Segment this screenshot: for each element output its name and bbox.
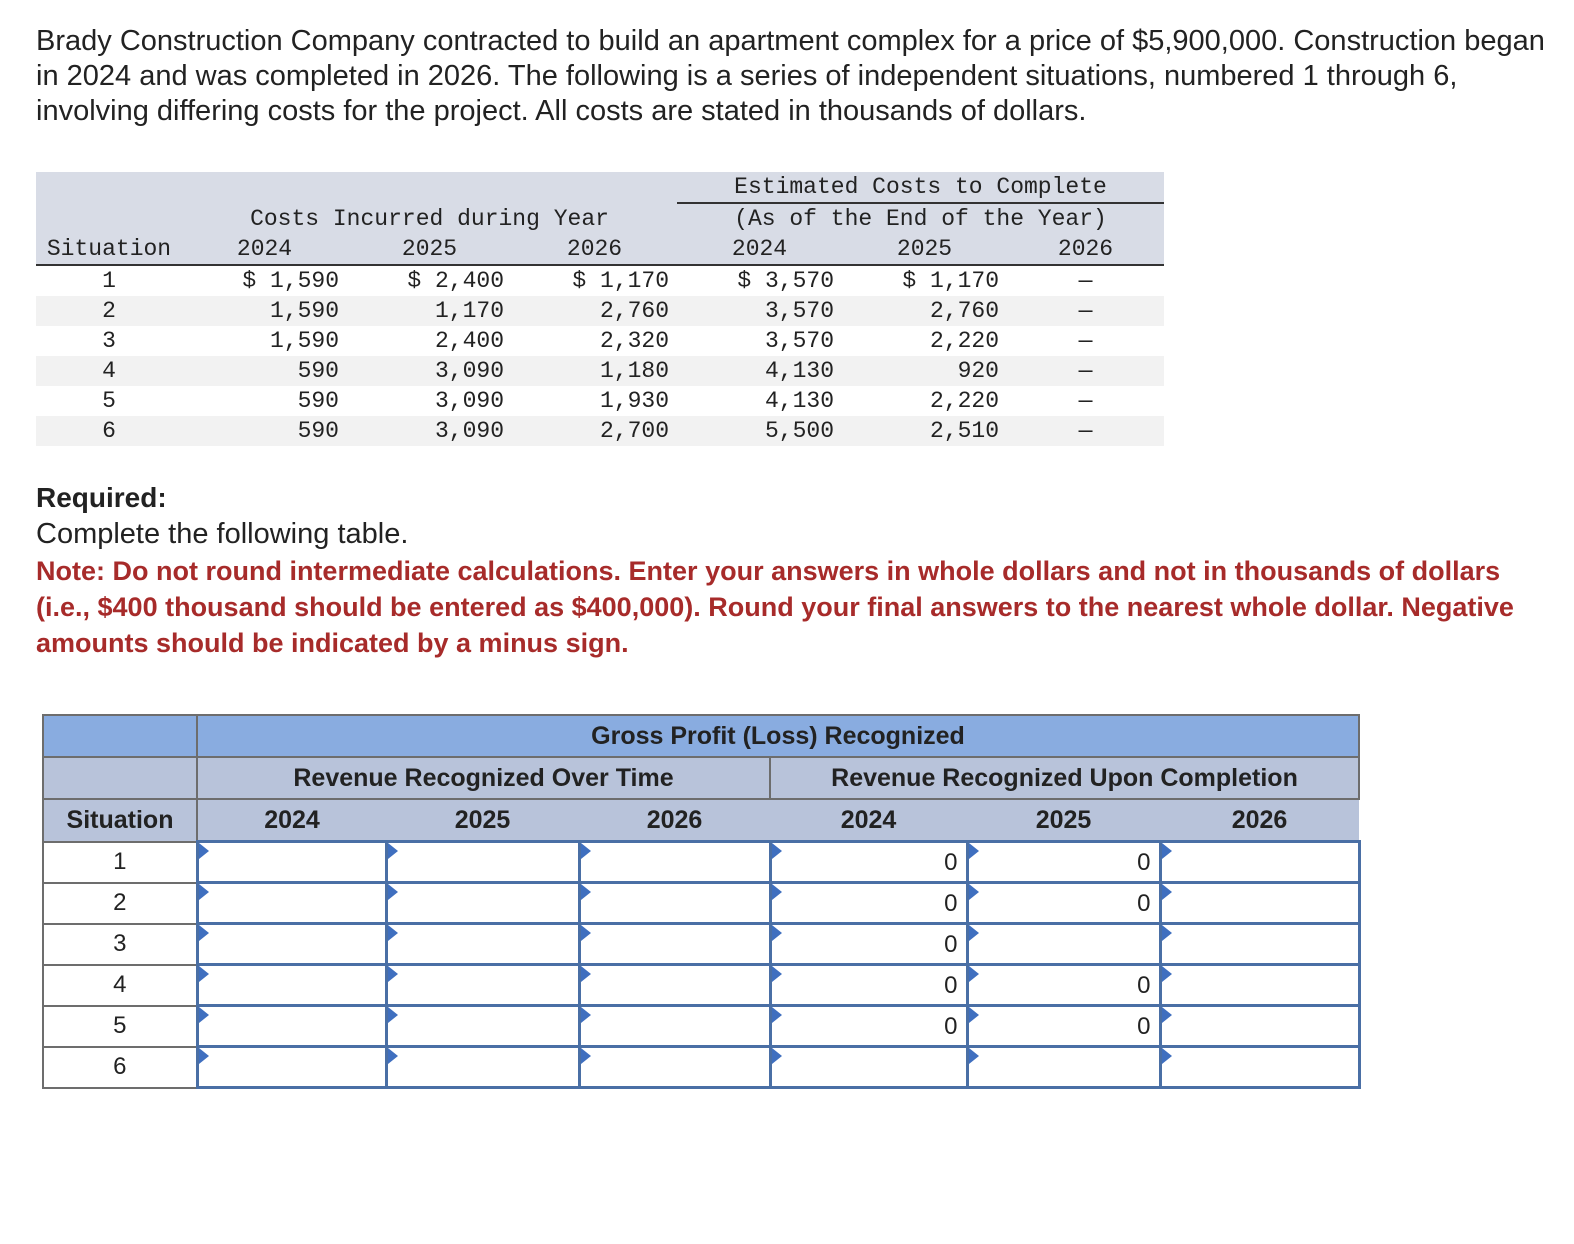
year-header: 2026 <box>512 234 677 265</box>
answer-row <box>43 1006 1359 1047</box>
answer-input[interactable] <box>386 924 579 965</box>
answer-input[interactable] <box>967 965 1160 1006</box>
cost-value: 1,170 <box>347 296 512 326</box>
situation-number: 6 <box>36 416 182 446</box>
year-header: 2025 <box>386 799 579 842</box>
cost-value: 3,570 <box>677 326 842 356</box>
cost-value: 3,090 <box>347 416 512 446</box>
answer-input[interactable] <box>770 842 967 883</box>
situation-number: 1 <box>43 842 197 883</box>
answer-value: 0 <box>1137 972 1151 999</box>
year-header: 2025 <box>967 799 1160 842</box>
over-time-group-header: Revenue Recognized Over Time <box>197 757 770 799</box>
estimates-group-header-line1: Estimated Costs to Complete <box>677 172 1164 203</box>
instruction-note: Note: Do not round intermediate calculations. Enter your answers in whole dollars and not in thousands of dollars (i.e., $400 thousand should be entered as $400,000). Round your final answers to the nearest whole dollar. Negative amounts should be indicated by a minus sign. <box>36 556 1514 658</box>
estimates-group-header-line2: (As of the End of the Year) <box>677 203 1164 234</box>
year-header: 2026 <box>1007 234 1164 265</box>
year-header: 2024 <box>770 799 967 842</box>
answer-row <box>43 842 1359 883</box>
answer-input[interactable] <box>197 965 386 1006</box>
costs-group-header: Costs Incurred during Year <box>182 203 677 234</box>
cost-value: $ 1,170 <box>512 265 677 296</box>
cost-value: $ 1,170 <box>842 265 1007 296</box>
answer-input[interactable] <box>1160 924 1359 965</box>
situation-number: 1 <box>36 265 182 296</box>
answer-row <box>43 883 1359 924</box>
cost-value: 2,220 <box>842 326 1007 356</box>
cost-value: 1,180 <box>512 356 677 386</box>
cost-value: 590 <box>182 356 347 386</box>
cost-row <box>36 416 1164 446</box>
answer-input[interactable] <box>197 1047 386 1088</box>
answer-input[interactable] <box>579 883 770 924</box>
answer-input[interactable] <box>770 965 967 1006</box>
year-header: 2025 <box>842 234 1007 265</box>
answer-input[interactable] <box>579 1047 770 1088</box>
answer-input[interactable] <box>770 1047 967 1088</box>
answer-value: 0 <box>944 931 958 958</box>
situation-col-header: Situation <box>43 799 197 842</box>
situation-number: 3 <box>36 326 182 356</box>
cost-row <box>36 386 1164 416</box>
answer-input[interactable] <box>197 883 386 924</box>
answer-input[interactable] <box>967 924 1160 965</box>
cost-value: 2,760 <box>512 296 677 326</box>
answer-input[interactable] <box>386 1047 579 1088</box>
answer-input[interactable] <box>967 842 1160 883</box>
situation-number: 5 <box>36 386 182 416</box>
answer-input[interactable] <box>386 883 579 924</box>
cost-value: 2,760 <box>842 296 1007 326</box>
cost-value: — <box>1007 356 1164 386</box>
cost-value: — <box>1007 326 1164 356</box>
situation-col-header: Situation <box>36 234 182 265</box>
cost-row <box>36 296 1164 326</box>
cost-value: 2,700 <box>512 416 677 446</box>
answer-input[interactable] <box>579 924 770 965</box>
answer-input[interactable] <box>1160 842 1359 883</box>
problem-intro: Brady Construction Company contracted to build an apartment complex for a price of $5,900,000. Construction began in 2024 and was completed in 2026. The following is a series of independent situations, numbered 1 through 6, involving differing costs for the project. All costs are stated in thousands of dollars. <box>36 25 1545 127</box>
cost-value: — <box>1007 296 1164 326</box>
cost-value: $ 2,400 <box>347 265 512 296</box>
answer-table <box>42 714 1361 1089</box>
cost-value: 2,220 <box>842 386 1007 416</box>
situation-number: 3 <box>43 924 197 965</box>
year-header: 2025 <box>347 234 512 265</box>
answer-input[interactable] <box>967 1006 1160 1047</box>
cost-row <box>36 265 1164 296</box>
year-header: 2024 <box>197 799 386 842</box>
answer-input[interactable] <box>1160 1047 1359 1088</box>
answer-input[interactable] <box>1160 883 1359 924</box>
answer-value: 0 <box>1137 1013 1151 1040</box>
answer-input[interactable] <box>770 883 967 924</box>
cost-value: 1,930 <box>512 386 677 416</box>
cost-value: 2,400 <box>347 326 512 356</box>
cost-value: 4,130 <box>677 386 842 416</box>
year-header: 2026 <box>1160 799 1359 842</box>
situation-number: 2 <box>36 296 182 326</box>
cost-value: 2,510 <box>842 416 1007 446</box>
instruction-text: Complete the following table. <box>36 518 409 550</box>
year-header: 2024 <box>182 234 347 265</box>
answer-row <box>43 965 1359 1006</box>
cost-value: 590 <box>182 386 347 416</box>
answer-value: 0 <box>944 1013 958 1040</box>
answer-input[interactable] <box>1160 1006 1359 1047</box>
answer-value: 0 <box>944 849 958 876</box>
cost-value: 590 <box>182 416 347 446</box>
year-header: 2024 <box>677 234 842 265</box>
answer-input[interactable] <box>579 965 770 1006</box>
required-label: Required: <box>36 482 167 513</box>
cost-value: — <box>1007 265 1164 296</box>
cost-data-table <box>36 172 1164 446</box>
cost-value: — <box>1007 386 1164 416</box>
situation-number: 6 <box>43 1047 197 1088</box>
situation-number: 2 <box>43 883 197 924</box>
cost-value: 5,500 <box>677 416 842 446</box>
answer-value: 0 <box>944 890 958 917</box>
cost-value: $ 3,570 <box>677 265 842 296</box>
cost-value: 3,090 <box>347 356 512 386</box>
upon-completion-group-header: Revenue Recognized Upon Completion <box>770 757 1359 799</box>
answer-value: 0 <box>1137 849 1151 876</box>
cost-value: $ 1,590 <box>182 265 347 296</box>
gross-profit-title: Gross Profit (Loss) Recognized <box>197 715 1359 757</box>
answer-input[interactable] <box>197 1006 386 1047</box>
answer-row <box>43 924 1359 965</box>
cost-value: 920 <box>842 356 1007 386</box>
cost-value: 4,130 <box>677 356 842 386</box>
situation-number: 4 <box>36 356 182 386</box>
answer-row <box>43 1047 1359 1088</box>
answer-input[interactable] <box>386 965 579 1006</box>
situation-number: 4 <box>43 965 197 1006</box>
cost-value: — <box>1007 416 1164 446</box>
cost-value: 3,090 <box>347 386 512 416</box>
cost-value: 2,320 <box>512 326 677 356</box>
answer-input[interactable] <box>1160 965 1359 1006</box>
cost-row <box>36 326 1164 356</box>
answer-input[interactable] <box>967 1047 1160 1088</box>
answer-input[interactable] <box>579 1006 770 1047</box>
answer-input[interactable] <box>197 924 386 965</box>
answer-input[interactable] <box>579 842 770 883</box>
answer-input[interactable] <box>386 842 579 883</box>
cost-value: 3,570 <box>677 296 842 326</box>
cost-row <box>36 356 1164 386</box>
answer-input[interactable] <box>770 1006 967 1047</box>
answer-input[interactable] <box>386 1006 579 1047</box>
answer-value: 0 <box>944 972 958 999</box>
cost-value: 1,590 <box>182 296 347 326</box>
cost-value: 1,590 <box>182 326 347 356</box>
year-header: 2026 <box>579 799 770 842</box>
situation-number: 5 <box>43 1006 197 1047</box>
answer-input[interactable] <box>967 883 1160 924</box>
answer-input[interactable] <box>197 842 386 883</box>
answer-value: 0 <box>1137 890 1151 917</box>
answer-input[interactable] <box>770 924 967 965</box>
